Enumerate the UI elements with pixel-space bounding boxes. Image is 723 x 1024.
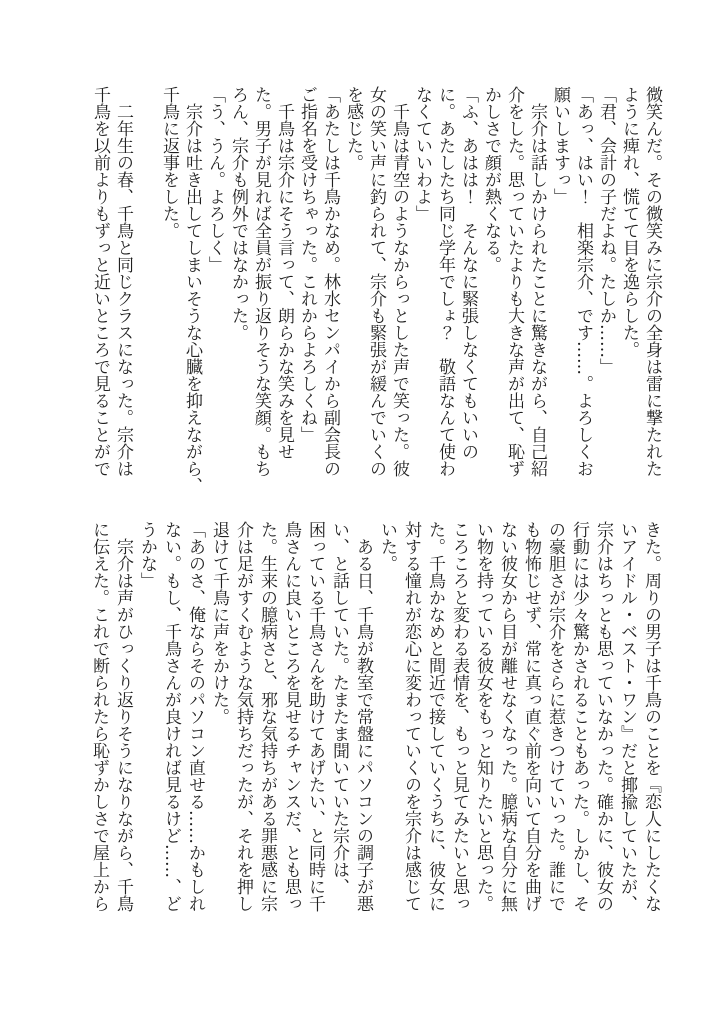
text-line: 千鳥は宗介にそう言って、朗らかな笑みを見せ: [274, 86, 294, 460]
text-line: の豪胆さが宗介をさらに惹きつけていった。誰にで: [545, 521, 565, 912]
text-line: 二年生の春、千鳥と同じクラスになった。宗介は: [113, 86, 133, 477]
text-line: を感じた。: [343, 86, 363, 171]
text-line: 願いしますっ」: [550, 86, 570, 205]
text-line: ろん、宗介も例外ではなかった。: [228, 86, 248, 341]
text-line: 「あのさ、俺ならそのパソコン直せる……かもしれ: [185, 521, 205, 912]
text-line: 「ふ、あはは！ そんなに緊張しなくてもいいの: [458, 86, 478, 460]
text-line: なくていいわよ」: [412, 86, 432, 222]
text-line: ない。もし、千鳥さんが良ければ見るけど……、ど: [161, 521, 181, 912]
text-block-top: [88, 86, 663, 494]
text-line: 宗介は吐き出してしまいそうな心臓を抑えながら、: [182, 86, 202, 494]
text-line: かしさで顔が熱くなる。: [481, 86, 501, 273]
text-line: た。男子が見れば全員が振り返りそうな笑顔。もち: [251, 86, 271, 477]
text-line: 女の笑い声に釣られて、宗介も緊張が緩んでいくの: [366, 86, 386, 477]
text-line: いた。: [377, 521, 397, 572]
text-line: 「君、会計の子だよね。たしか……」: [596, 86, 616, 375]
text-line: 微笑んだ。その微笑みに宗介の全身は雷に撃たれた: [642, 86, 662, 477]
text-line: 「あたしは千鳥かなめ。林水センパイから副会長の: [320, 86, 340, 477]
text-line: 退けて千鳥に声をかけた。: [209, 521, 229, 725]
text-block-bottom: [87, 521, 663, 915]
text-line: 千鳥に返事をした。: [159, 86, 179, 239]
text-line: 介をした。思っていたよりも大きな声が出て、恥ず: [504, 86, 524, 477]
text-line: うかな」: [137, 521, 157, 589]
text-line: ない彼女から目が離せなくなった。臆病な自分に無: [497, 521, 517, 912]
text-line: に伝えた。これで断られたら恥ずかしさで屋上から: [89, 521, 109, 912]
text-line: 千鳥を以前よりもずっと近いところで見ることがで: [90, 86, 110, 477]
text-line: 困っている千鳥さんを助けてあげたい、と同時に千: [305, 521, 325, 912]
text-line: ころころと変わる表情を、もっと見てみたいと思っ: [449, 521, 469, 912]
text-line: 「う、うん。よろしく」: [205, 86, 225, 273]
text-line: 宗介は話しかけられたことに驚きながら、自己紹: [527, 86, 547, 477]
text-line: 対する憧れが恋心に変わっていくのを宗介は感じて: [401, 521, 421, 912]
text-line: 鳥さんに良いところを見せるチャンスだ、とも思っ: [281, 521, 301, 912]
text-line: に。あたしたち同じ学年でしょ？ 敬語なんて使わ: [435, 86, 455, 477]
text-line: ある日、千鳥が教室で常盤にパソコンの調子が悪: [353, 521, 373, 912]
text-line: い、と話していた。たまたま聞いていた宗介は、: [329, 521, 349, 895]
text-line: きた。周りの男子は千鳥のことを『恋人にしたくな: [641, 521, 661, 912]
text-line: も物怖じせず、常に真っ直ぐ前を向いて自分を曲げ: [521, 521, 541, 912]
text-line: ように痺れ、慌てて目を逸らした。: [619, 86, 639, 358]
text-line: [134, 86, 157, 480]
text-line: 「あっ、はい！ 相楽宗介、です……。よろしくお: [573, 86, 593, 477]
text-line: 宗介はちっとも思っていなかった。確かに、彼女の: [593, 521, 613, 912]
text-line: 行動には少々驚かされることもあった。しかし、そ: [569, 521, 589, 912]
text-line: ご指名を受けちゃった。これからよろしくね」: [297, 86, 317, 443]
text-line: 宗介は声がひっくり返りそうになりながら、千鳥: [113, 521, 133, 912]
text-line: た。生来の臆病さと、邪な気持ちがある罪悪感に宗: [257, 521, 277, 912]
text-line: 介は足がすくむような気持ちだったが、それを押し: [233, 521, 253, 912]
text-line: いアイドル・ベスト・ワン』だと揶揄していたが、: [617, 521, 637, 912]
text-line: い物を持っている彼女をもっと知りたいと思った。: [473, 521, 493, 912]
text-line: 千鳥は青空のようなからっとした声で笑った。彼: [389, 86, 409, 477]
text-line: た。千鳥かなめと間近で接していくうちに、彼女に: [425, 521, 445, 912]
